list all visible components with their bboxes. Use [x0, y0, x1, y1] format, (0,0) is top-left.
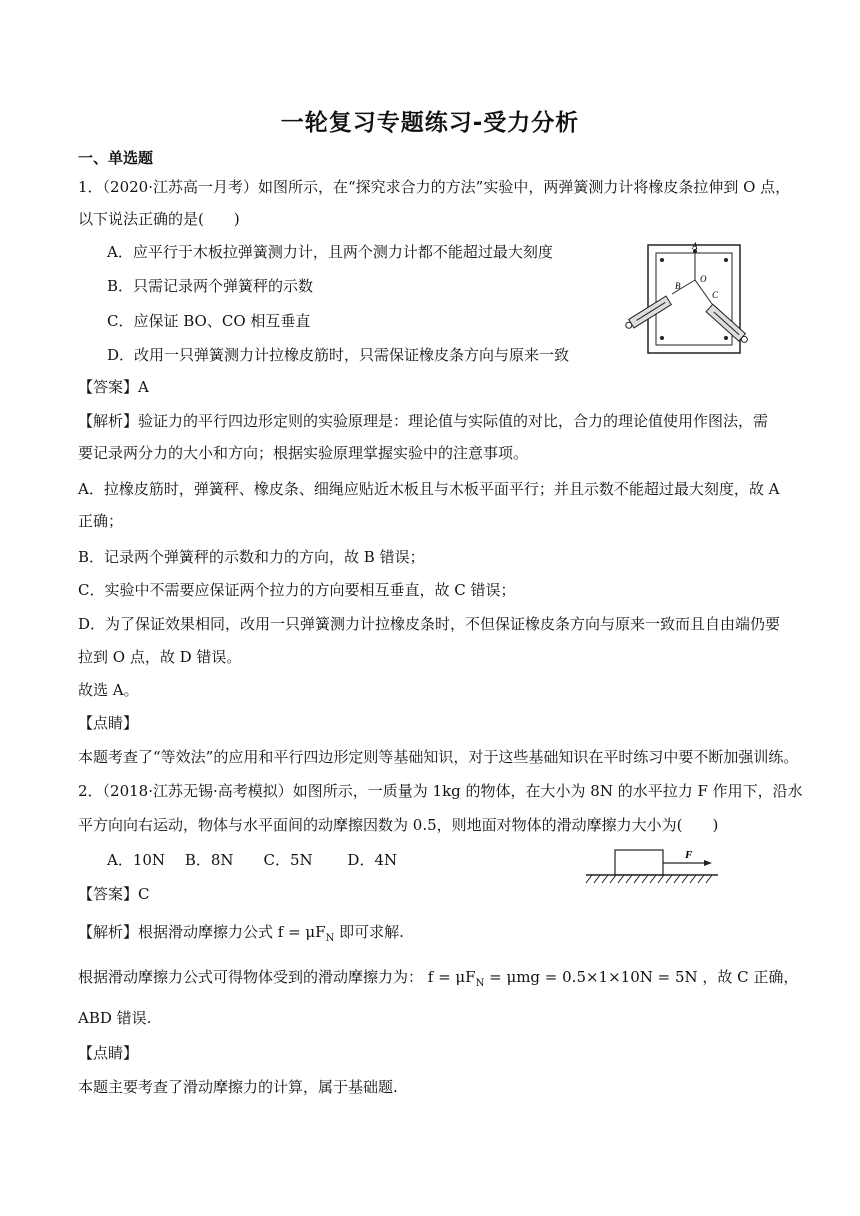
q2-analysis-tail: 即可求解. — [334, 923, 404, 941]
q2-calc-tail: = μmg = 0.5×1×10N = 5N ，故 C 正确， — [484, 968, 799, 986]
q2-options: A．10N B．8N C．5N D．4N — [107, 851, 398, 869]
q1-explain-c: C．实验中不需要应保证两个拉力的方向要相互垂直，故 C 错误； — [78, 581, 516, 599]
q2-comment-head: 【点睛】 — [78, 1044, 139, 1062]
q1-comment-head: 【点睛】 — [78, 714, 139, 732]
q1-option-a: A．应平行于木板拉弹簧测力计，且两个测力计都不能超过最大刻度 — [107, 243, 553, 261]
q1-comment: 本题考查了“等效法”的应用和平行四边形定则等基础知识，对于这些基础知识在平时练习中要不断加强训练。 — [78, 748, 799, 766]
q1-force-board-figure — [620, 242, 760, 357]
q2-calc — [78, 967, 798, 994]
q1-explain-b: B．记录两个弹簧秤的示数和力的方向，故 B 错误； — [78, 548, 425, 566]
q2-calc-text: 根据滑动摩擦力公式可得物体受到的滑动摩擦力为： f = μF — [78, 968, 476, 986]
q2-calc-sub: N — [475, 978, 485, 989]
q2-answer: 【答案】C — [78, 885, 150, 903]
q2-analysis — [78, 922, 404, 949]
q1-analysis-line1: 【解析】验证力的平行四边形定则的实验原理是：理论值与实际值的对比，合力的理论值使用作图法，需 — [78, 412, 769, 430]
figure-label-a: A — [692, 242, 698, 251]
q2-calc-line2: ABD 错误. — [78, 1009, 152, 1027]
page-title: 一轮复习专题练习-受力分析 — [280, 110, 580, 136]
q2-analysis-sub: N — [325, 933, 335, 944]
q1-answer: 【答案】A — [78, 378, 149, 396]
figure-label-b: B — [675, 281, 681, 291]
q1-option-d: D．改用一只弹簧测力计拉橡皮筋时，只需保证橡皮条方向与原来一致 — [107, 346, 570, 364]
figure-label-f: F — [685, 849, 693, 861]
figure-label-c: C — [712, 290, 719, 300]
q1-conclusion: 故选 A。 — [78, 681, 139, 699]
q1-explain-a: A．拉橡皮筋时，弹簧秤、橡皮条、细绳应贴近木板且与木板平面平行；并且示数不能超过最大刻度，故 A — [78, 480, 780, 498]
q1-explain-d-cont: 拉到 O 点，故 D 错误。 — [78, 648, 242, 666]
q2-analysis-text: 【解析】根据滑动摩擦力公式 f = μF — [78, 923, 326, 941]
q2-stem-line2: 平方向向右运动，物体与水平面间的动摩擦因数为 0.5，则地面对物体的滑动摩擦力大小为( ) — [78, 816, 719, 834]
q1-stem-line1: 1．（2020·江苏高一月考）如图所示，在“探究求合力的方法”实验中，两弹簧测力计将橡皮条拉伸到 O 点， — [78, 178, 791, 196]
q1-explain-a-cont: 正确； — [78, 512, 124, 530]
q2-comment: 本题主要考查了滑动摩擦力的计算，属于基础题. — [78, 1078, 398, 1096]
q1-stem-line2: 以下说法正确的是( ) — [78, 210, 240, 228]
figure-label-o: O — [700, 274, 707, 284]
q2-stem-line1: 2．（2018·江苏无锡·高考模拟）如图所示，一质量为 1kg 的物体，在大小为 8N 的水平拉力 F 作用下，沿水 — [78, 782, 803, 800]
q1-explain-d: D．为了保证效果相同，改用一只弹簧测力计拉橡皮条时，不但保证橡皮条方向与原来一致而且自由端仍要 — [78, 615, 781, 633]
q1-analysis-line2: 要记录两分力的大小和方向；根据实验原理掌握实验中的注意事项。 — [78, 444, 529, 462]
q1-option-b: B．只需记录两个弹簧秤的示数 — [107, 277, 314, 295]
q1-option-c: C．应保证 BO、CO 相互垂直 — [107, 312, 311, 330]
q2-block-figure — [582, 838, 722, 888]
section-heading: 一、单选题 — [78, 149, 154, 167]
